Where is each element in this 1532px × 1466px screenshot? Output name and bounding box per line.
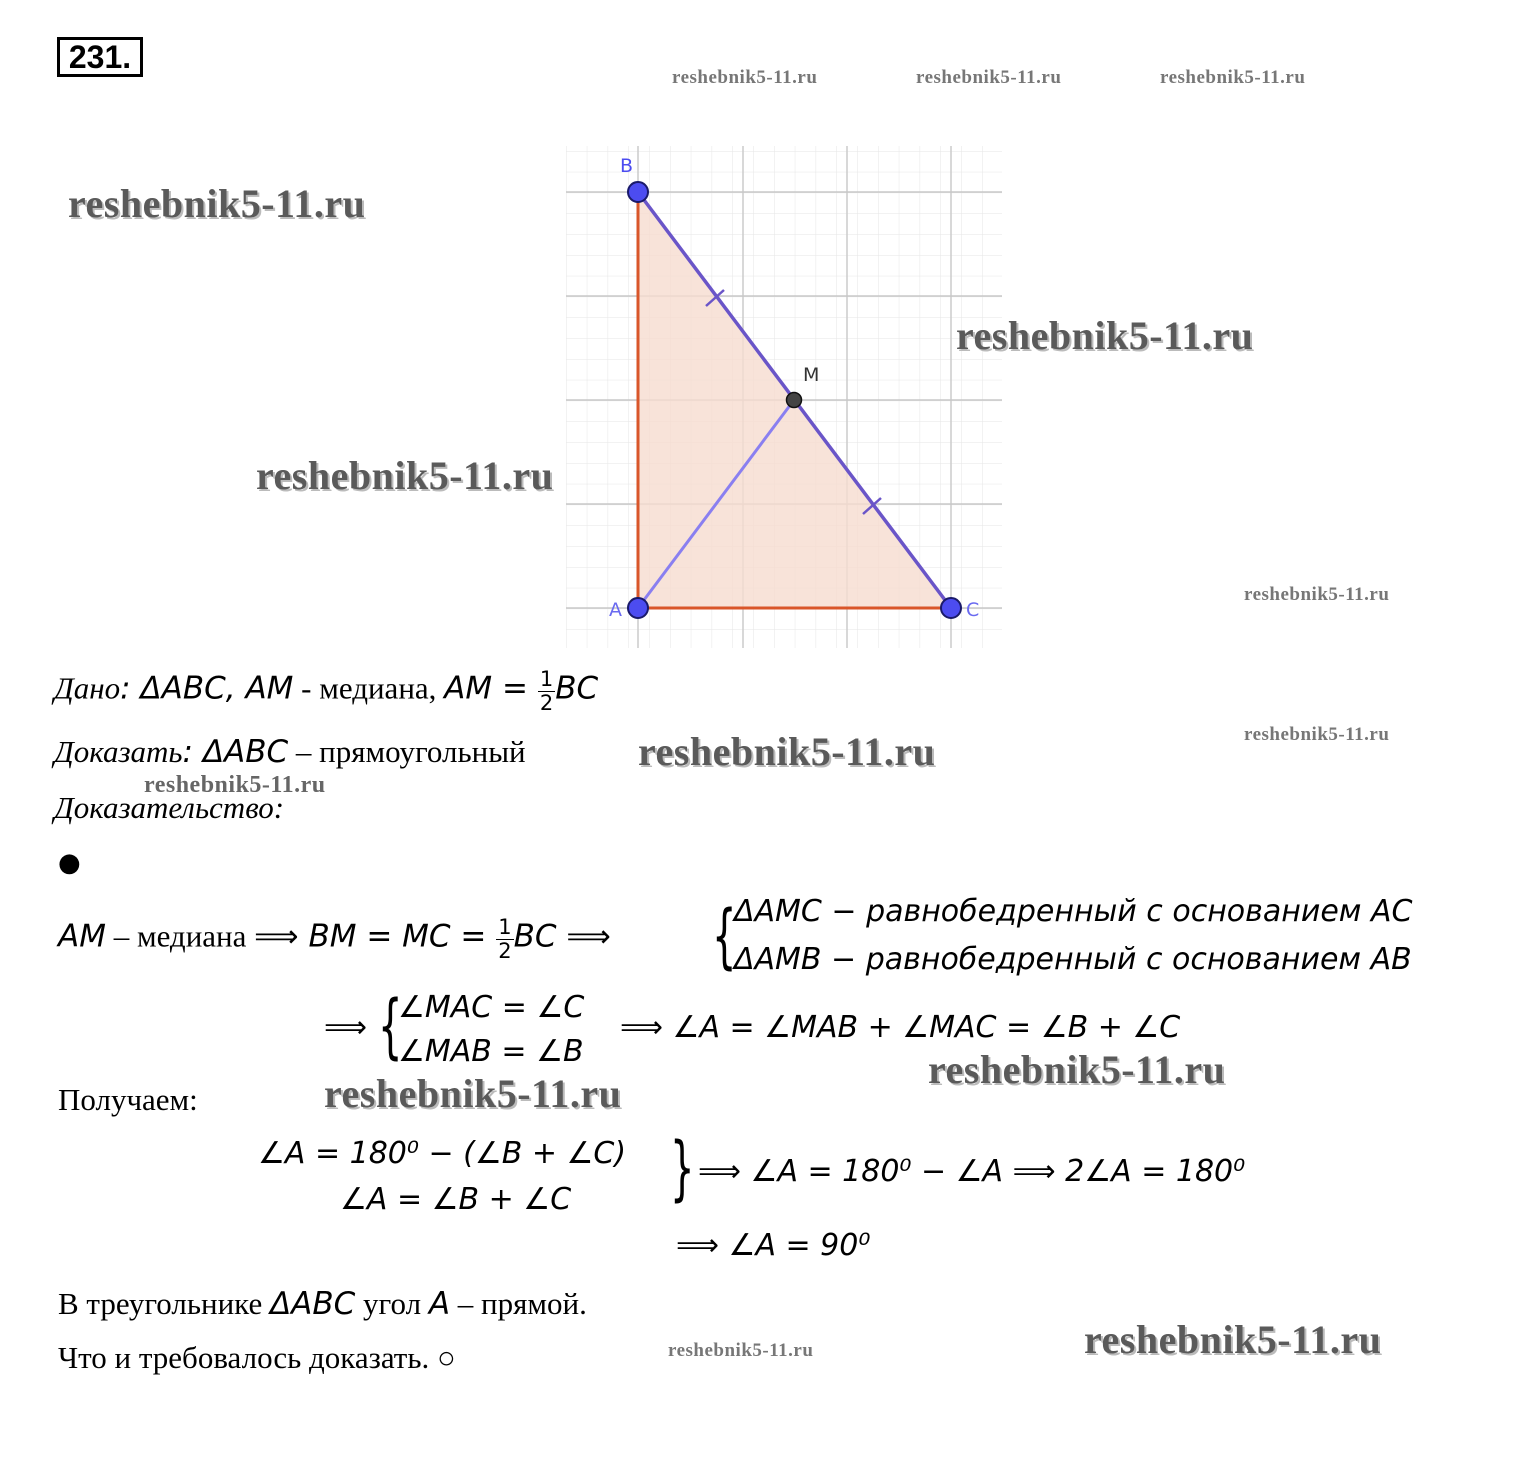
conclusion-text: В треугольнике <box>58 1286 270 1321</box>
point-b <box>628 182 648 202</box>
given-line <box>54 668 598 715</box>
watermark: reshebnik5-11.ru <box>1244 584 1390 605</box>
bullet: ● <box>58 848 81 878</box>
conclusion-line1 <box>58 1286 587 1322</box>
step1-fraction <box>496 916 513 963</box>
proof-label: Доказательство: <box>54 790 285 825</box>
step3-line2: ∠A = ∠B + ∠C <box>340 1182 572 1217</box>
obtain-label: Получаем: <box>58 1082 198 1117</box>
prove-label: Доказать <box>54 734 183 769</box>
watermark: reshebnik5-11.ru <box>324 1071 622 1116</box>
step3-line1: ∠A = 180⁰ − (∠B + ∠C) <box>258 1136 627 1171</box>
step1-eq: ⟹ BM = MC = <box>254 918 497 955</box>
given-label: Дано <box>54 670 121 706</box>
fraction-denominator: 2 <box>498 939 512 963</box>
watermark: reshebnik5-11.ru <box>928 1047 1226 1092</box>
label-b: B <box>620 155 634 177</box>
step3-result: ⟹ ∠A = 180⁰ − ∠A ⟹ 2∠A = 180⁰ <box>698 1154 1246 1189</box>
given-bc: BC <box>555 670 599 707</box>
conclusion-text: – прямой. <box>450 1286 587 1321</box>
label-a: A <box>609 599 622 621</box>
fraction-denominator: 2 <box>539 691 554 715</box>
watermark: reshebnik5-11.ru <box>638 729 936 774</box>
system-brace-right: } <box>670 1127 695 1209</box>
point-c <box>941 598 961 618</box>
step2-system-1: ∠MAC = ∠C <box>398 990 585 1025</box>
point-a <box>628 598 648 618</box>
step1-system-2: ΔAMB − равнобедренный с основанием AB <box>734 942 1412 977</box>
conclusion-angle: A <box>428 1286 451 1322</box>
step3-final: ⟹ ∠A = 90⁰ <box>676 1228 871 1263</box>
given-triangle: : ΔABC, AM <box>120 670 294 707</box>
step1-median: – медиана <box>105 918 255 954</box>
fraction-numerator: 1 <box>539 667 554 691</box>
step2-result: ⟹ ∠A = ∠MAB + ∠MAC = ∠B + ∠C <box>620 1010 1181 1045</box>
watermark: reshebnik5-11.ru <box>1160 67 1306 88</box>
step2-arrow: ⟹ <box>324 1010 368 1045</box>
watermark: reshebnik5-11.ru <box>256 453 554 498</box>
conclusion-line2: Что и требовалось доказать. ○ <box>58 1340 456 1375</box>
prove-rest: – прямоугольный <box>288 734 526 769</box>
conclusion-triangle: ΔABC <box>269 1286 356 1322</box>
given-fraction <box>538 668 555 715</box>
point-m <box>787 393 802 408</box>
triangle-figure <box>566 146 1002 648</box>
watermark: reshebnik5-11.ru <box>68 181 366 226</box>
system-brace: { <box>378 985 403 1067</box>
label-m: M <box>803 364 820 386</box>
step1-bc: BC ⟹ <box>513 918 611 955</box>
conclusion-text: угол <box>355 1286 429 1321</box>
step1-am: AM <box>58 918 106 955</box>
system-brace: { <box>712 895 737 977</box>
given-median-word: - медиана, <box>293 670 445 706</box>
step2-system-2: ∠MAB = ∠B <box>398 1034 584 1069</box>
prove-text: : ΔABC <box>182 734 289 770</box>
problem-number: 231. <box>57 37 143 77</box>
given-am-eq: AM = <box>444 670 538 707</box>
step1-system-1: ΔAMC − равнобедренный с основанием AC <box>734 894 1413 929</box>
prove-line <box>54 734 526 770</box>
label-c: C <box>966 599 980 621</box>
watermark: reshebnik5-11.ru <box>1084 1317 1382 1362</box>
watermark: reshebnik5-11.ru <box>668 1340 814 1361</box>
watermark: reshebnik5-11.ru <box>956 313 1254 358</box>
watermark: reshebnik5-11.ru <box>672 67 818 88</box>
watermark: reshebnik5-11.ru <box>916 67 1062 88</box>
watermark: reshebnik5-11.ru <box>144 772 326 798</box>
watermark: reshebnik5-11.ru <box>1244 724 1390 745</box>
fraction-numerator: 1 <box>498 915 512 939</box>
step1-line <box>58 916 611 963</box>
